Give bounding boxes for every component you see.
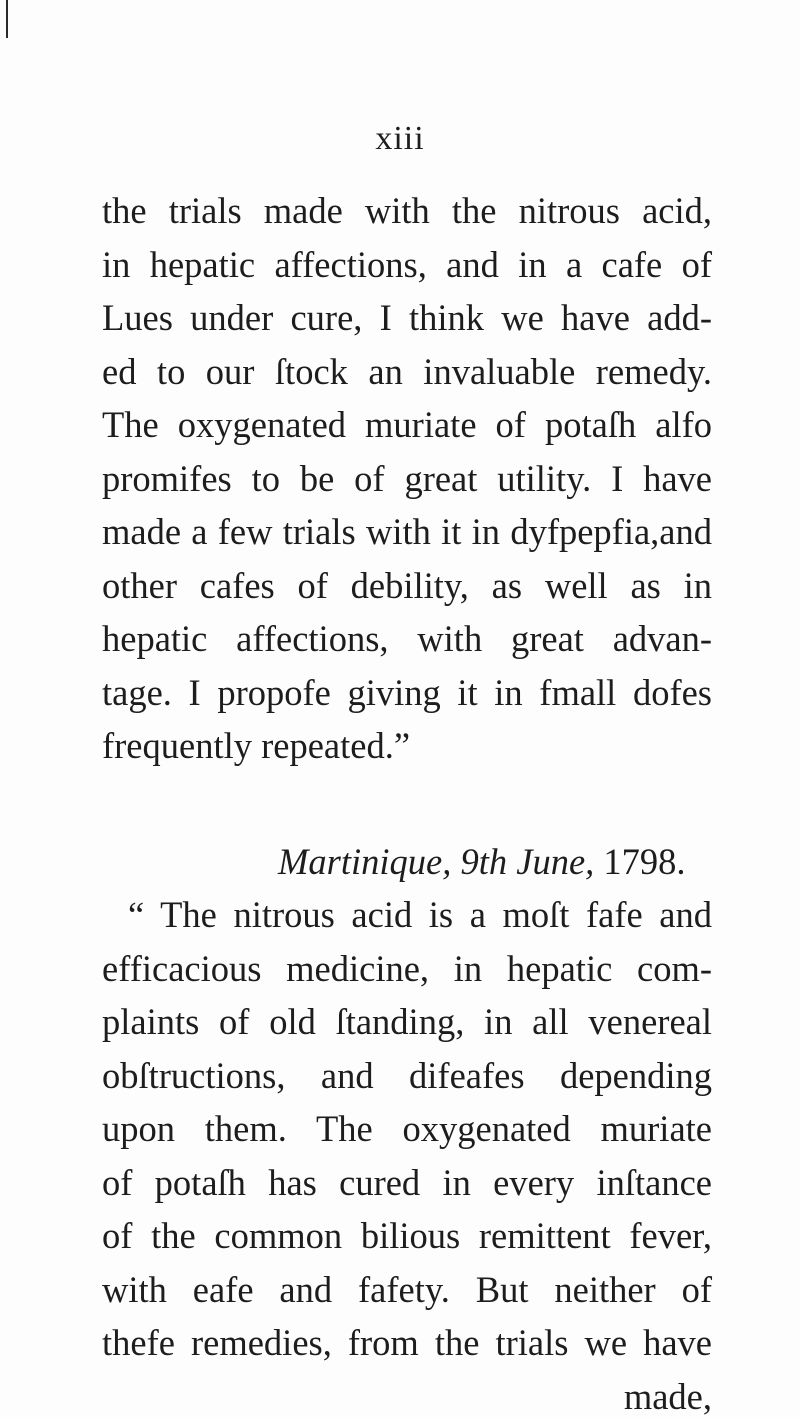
text-line: of potaſh has cured in every inſtance — [102, 1156, 712, 1210]
page-number: xiii — [370, 120, 430, 158]
text-line: of the common bilious remittent fever, — [102, 1209, 712, 1263]
text-line: The oxygenated muriate of potaſh alfo — [102, 398, 712, 452]
dateline-day: 9th — [460, 841, 507, 882]
text-line: obſtructions, and difeafes depending — [102, 1049, 712, 1103]
text-line: plaints of old ſtanding, in all venereal — [102, 995, 712, 1049]
text-line: in hepatic affections, and in a cafe of — [102, 238, 712, 292]
dateline — [102, 835, 712, 889]
body-text — [102, 184, 712, 1423]
text-line: Lues under cure, I think we have add- — [102, 291, 712, 345]
text-line: thefe remedies, from the trials we have — [102, 1316, 712, 1370]
text-line: “ The nitrous acid is a moſt fafe and — [102, 888, 712, 942]
text-line: upon them. The oxygenated muriate — [102, 1102, 712, 1156]
text-line: efficacious medicine, in hepatic com- — [102, 942, 712, 996]
text-line: frequently repeated.” — [102, 719, 712, 773]
text-line: promifes to be of great utility. I have — [102, 452, 712, 506]
page-edge-mark — [6, 0, 8, 38]
text-line: tage. I propofe giving it in fmall dofes — [102, 666, 712, 720]
text-line: the trials made with the nitrous acid, — [102, 184, 712, 238]
text-line: with eafe and fafety. But neither of — [102, 1263, 712, 1317]
dateline-place: Martinique, — [278, 841, 451, 882]
catchword: made, — [102, 1370, 712, 1423]
dateline-year: 1798. — [603, 841, 685, 882]
text-line: made a few trials with it in dyfpepfia,and — [102, 505, 712, 559]
dateline-month: June, — [516, 841, 594, 882]
paragraph-gap — [102, 773, 712, 835]
text-line: ed to our ſtock an invaluable remedy. — [102, 345, 712, 399]
text-line: other cafes of debility, as well as in — [102, 559, 712, 613]
text-line: hepatic affections, with great advan- — [102, 612, 712, 666]
